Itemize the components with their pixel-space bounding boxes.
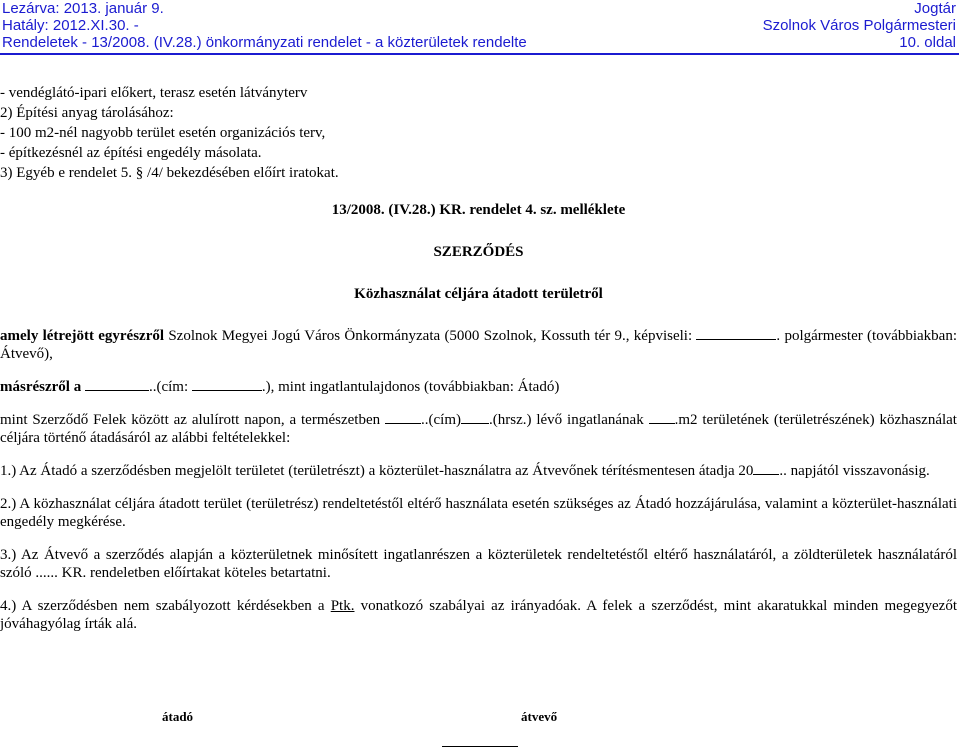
location-blank [385, 411, 421, 424]
clause-4-tail: vonatkozó szabályai az irányadóak. A felek a szerződést, mint akaratukkal minden megegyezőt jóváhagyólag írták alá. [0, 598, 957, 632]
requirements-list [0, 84, 957, 184]
name-blank [85, 378, 149, 391]
header-right [763, 0, 956, 51]
clause-2: 2.) A közhasználat céljára átadott terület (területrész) rendeltetéstől eltérő használata esetén szükséges az Átadó hozzájárulása, valamint a közterület-használati engedély megkérése. [0, 496, 957, 530]
signature-transferor: átadó [162, 709, 194, 724]
ptk-link[interactable]: Ptk. [330, 598, 355, 614]
party-two-text: .), mint ingatlantulajdonos (továbbiakban: Átadó) [261, 379, 560, 395]
list-item: 2) Építési anyag tárolásához: [0, 105, 174, 121]
contract-title: SZERZŐDÉS [433, 244, 524, 260]
intro-text-1: mint Szerződő Felek között az alulírott napon, a természetben [0, 412, 386, 428]
party-one-text: Szolnok Megyei Jogú Város Önkormányzata (5000 Szolnok, Kossuth tér 9., képviseli: [164, 328, 697, 344]
intro-hrsz: .(hrsz.) lévő ingatlanának [489, 412, 649, 428]
document-body [0, 84, 957, 633]
address-label: ..(cím: [148, 379, 192, 395]
page-header [0, 0, 959, 51]
source-name: Jogtár [914, 0, 956, 17]
office-name: Szolnok Város Polgármesteri [762, 17, 956, 34]
clause-1-tail: .. napjától visszavonásig. [779, 463, 930, 479]
signature-line [442, 746, 518, 747]
address-blank [192, 378, 262, 391]
intro-text-2: .m2 területének (területrészének) közhasználat céljára történő átadásáról az alábbi feltételekkel: [0, 412, 957, 446]
clause-4-text: 4.) A szerződésben nem szabályozott kérdésekben a [0, 598, 331, 614]
party-one-label: amely létrejött egyrészről [0, 328, 165, 344]
header-left [2, 0, 527, 51]
intro-cim: ..(cím) [421, 412, 461, 428]
area-blank [649, 411, 675, 424]
page-number: 10. oldal [899, 34, 956, 51]
clause-4 [0, 597, 957, 633]
party-one [0, 327, 957, 363]
cim-blank [461, 411, 489, 424]
annex-title: 13/2008. (IV.28.) KR. rendelet 4. sz. melléklete [331, 202, 626, 218]
list-item: - vendéglátó-ipari előkert, terasz esetén látványterv [0, 85, 308, 101]
clause-1 [0, 462, 957, 480]
representative-blank [696, 327, 776, 340]
contract-subtitle: Közhasználat céljára átadott területről [354, 286, 603, 302]
party-two-a: a [69, 379, 85, 395]
list-item: 3) Egyéb e rendelet 5. § /4/ bekezdésében előírt iratokat. [0, 165, 339, 181]
list-item: - 100 m2-nél nagyobb terület esetén organizációs terv, [0, 125, 326, 141]
regulation-title: Rendeletek - 13/2008. (IV.28.) önkormányzati rendelet - a közterületek rendelte [2, 34, 527, 51]
list-item: - építkezésnél az építési engedély másolata. [0, 145, 262, 161]
effective-date: Hatály: 2012.XI.30. - [2, 17, 139, 34]
signature-recipient: átvevő [521, 709, 558, 724]
header-divider [0, 53, 959, 55]
party-one-tail: . polgármester (továbbiakban: Átvevő), [0, 328, 958, 362]
party-two-label: másrészről [0, 379, 70, 395]
contract-intro [0, 411, 957, 447]
party-two [0, 378, 957, 396]
year-blank [753, 462, 779, 475]
clause-3: 3.) Az Átvevő a szerződés alapján a közterületnek minősített ingatlanrészen a közterületek rendeltetéstől eltérő használatáról, a zöldterületek használatáról szóló ...... KR. rendeletben előírtakat köteles betartatni. [0, 547, 957, 581]
closing-date: Lezárva: 2013. január 9. [2, 0, 164, 17]
clause-1-text: 1.) Az Átadó a szerződésben megjelölt területet (területrészt) a közterület-használatra az Átvevőnek térítésmentesen átadja 20 [0, 463, 754, 479]
